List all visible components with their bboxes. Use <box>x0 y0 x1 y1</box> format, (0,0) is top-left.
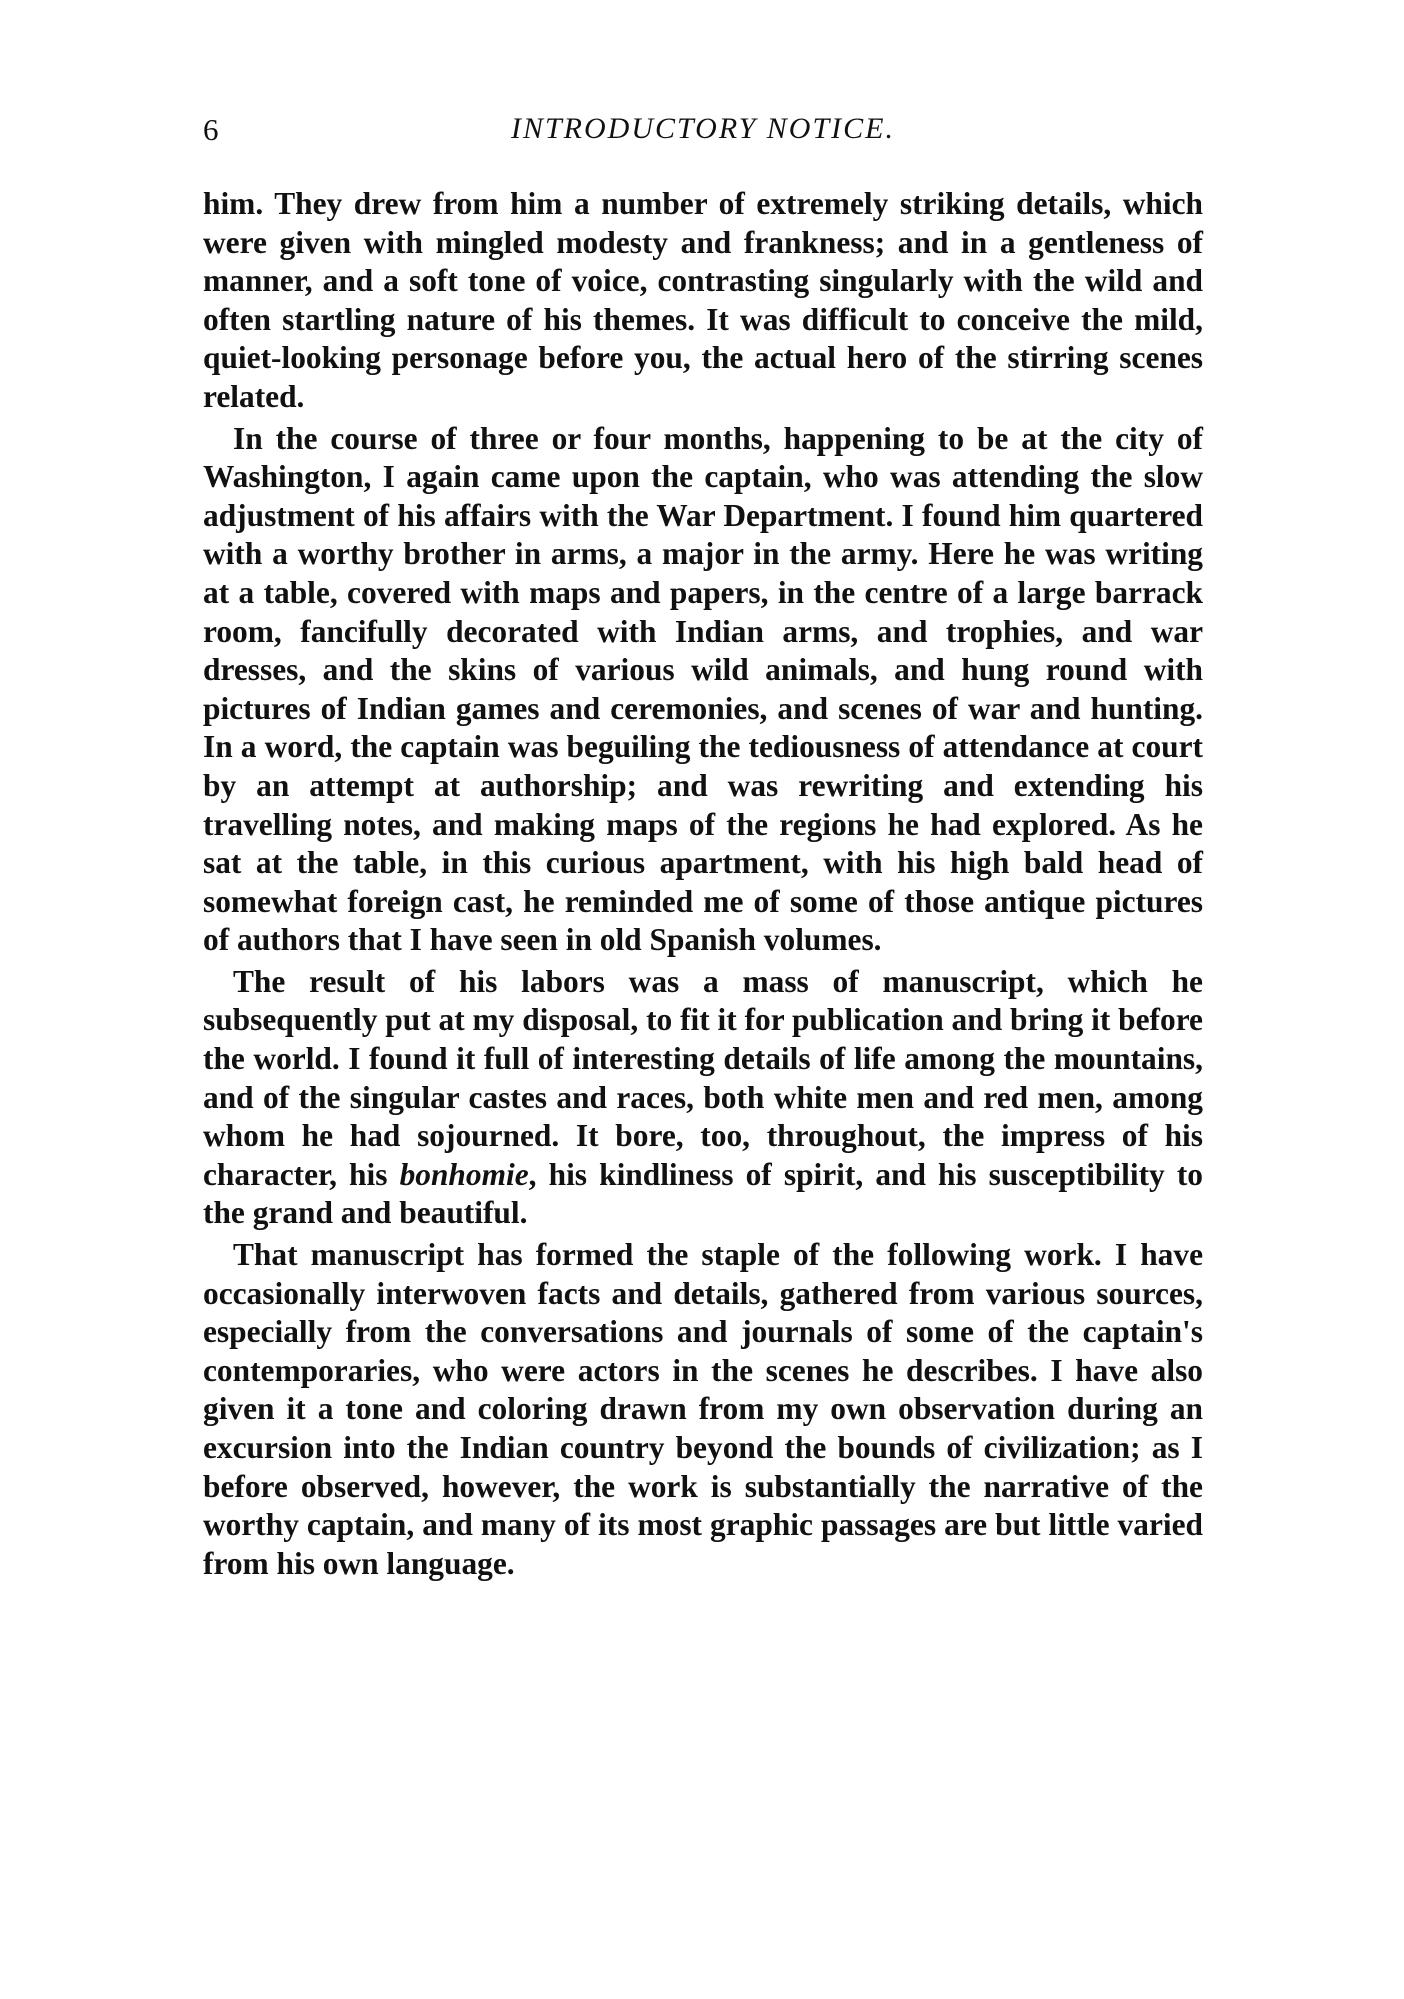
page-number: 6 <box>203 112 220 147</box>
body-text <box>203 185 1203 1586</box>
paragraph-3-end: , his kindliness of spirit, and his susceptibility to the grand and beautiful. <box>203 1156 1203 1231</box>
paragraph-4: That manuscript has formed the staple of the following work. I have occasionally interwoven facts and details, gathered from various sources, especially from the conversations and journals of some of the captain's contemporaries, who were actors in the scenes he describes. I have also given it a tone and coloring drawn from my own observation during an excursion into the Indian country beyond the bounds of civilization; as I before observed, however, the work is substantially the narrative of the worthy captain, and many of its most graphic passages are but little varied from his own language. <box>203 1237 1203 1581</box>
paragraph-2: In the course of three or four months, happening to be at the city of Washington, I again came upon the captain, who was attending the slow adjustment of his affairs with the War Department. I found him quartered with a worthy brother in arms, a major in the army. Here he was writing at a table, covered with maps and papers, in the centre of a large barrack room, fancifully decorated with Indian arms, and trophies, and war dresses, and the skins of various wild animals, and hung round with pictures of Indian games and ceremonies, and scenes of war and hunting. In a word, the captain was beguiling the tediousness of attendance at court by an attempt at authorship; and was rewriting and extending his travelling notes, and making maps of the regions he had explored. As he sat at the table, in this curious apartment, with his high bald head of somewhat foreign cast, he reminded me of some of those antique pictures of authors that I have seen in old Spanish volumes. <box>203 420 1203 958</box>
paragraph-3-start: The result of his labors was a mass of manuscript, which he subsequently put at my disposal, to fit it for publication and bring it before the world. I found it full of interesting details of life among the mountains, and of the singular castes and races, both white men and red men, among whom he had sojourned. It bore, too, throughout, the impress of his character, his <box>203 963 1203 1192</box>
paragraph-1: him. They drew from him a number of extremely striking details, which were given with mingled modesty and frankness; and in a gentleness of manner, and a soft tone of voice, contrasting singularly with the wild and often startling nature of his themes. It was difficult to conceive the mild, quiet-looking personage before you, the actual hero of the stirring scenes related. <box>203 186 1203 414</box>
running-title: INTRODUCTORY NOTICE. <box>511 112 895 145</box>
paragraph-3 <box>203 963 1203 1233</box>
running-head <box>203 112 1203 152</box>
italic-term: bonhomie <box>399 1156 529 1192</box>
